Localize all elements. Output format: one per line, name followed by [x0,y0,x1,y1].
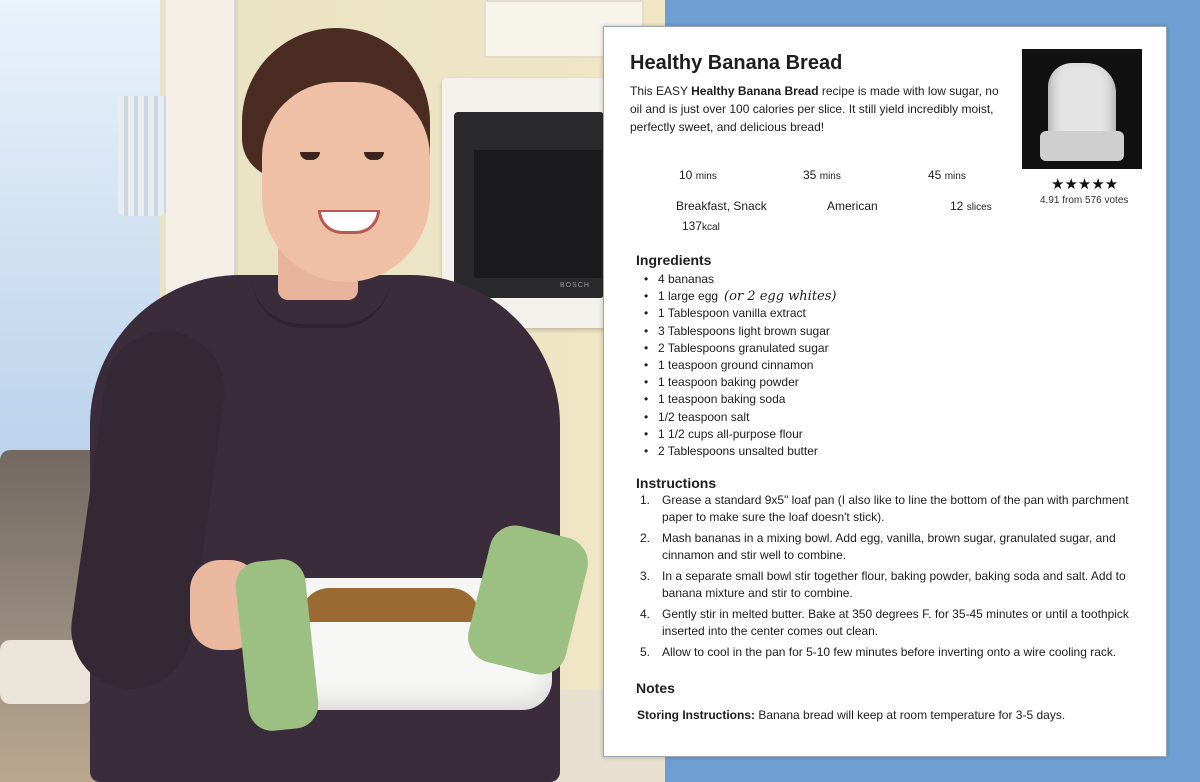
notes-text [637,708,1065,722]
prep-time-unit: mins [695,171,717,182]
ingredient-item [644,305,836,322]
person-face [262,82,430,282]
ingredients-list [644,271,836,460]
instructions-heading: Instructions [636,475,717,491]
banana-bread-loaf [300,588,480,622]
ingredient-text: 1 teaspoon ground cinnamon [658,357,814,372]
ingredient-item [644,271,836,288]
recipe-intro [630,82,1012,136]
microwave-window [474,150,602,278]
total-time [928,168,966,182]
notes-body: Banana bread will keep at room temperature for 3-5 days. [755,708,1066,722]
ingredient-text: 2 Tablespoons unsalted butter [658,443,818,458]
servings [950,199,992,213]
cook-time-value: 35 [803,168,817,182]
ingredient-item [644,357,836,374]
ingredient-text: 1 Tablespoon vanilla extract [658,306,806,321]
instruction-step [640,606,1150,640]
instruction-step [640,492,1150,526]
servings-value: 12 [950,199,964,213]
ingredient-text: 1 large egg [658,289,719,304]
ingredient-text: 1 teaspoon baking soda [658,392,786,407]
total-time-unit: mins [944,171,966,182]
recipe-title: Healthy Banana Bread [630,52,843,74]
calories-unit: kcal [702,222,720,233]
cook-time-unit: mins [819,171,841,182]
handwritten-note: (or 2 egg whites) [724,289,837,305]
step-text: Mash bananas in a mixing bowl. Add egg, vanilla, brown sugar, granulated sugar, and cinnamon and stir well to combine. [662,531,1116,562]
curtain [118,96,166,216]
ingredient-item [644,409,836,426]
thumbnail-pan [1040,131,1124,161]
step-number: 1. [640,493,651,507]
instructions-list [640,492,1150,665]
rating-votes: 4.91 from 576 votes [1040,195,1129,206]
course: Breakfast, Snack [676,199,767,213]
ingredient-item [644,288,836,305]
intro-text-bold: Healthy Banana Bread [691,84,819,98]
ingredient-text: 3 Tablespoons light brown sugar [658,323,830,338]
cook-time [803,168,841,182]
ingredient-item [644,374,836,391]
ingredient-item [644,426,836,443]
ingredient-text: 4 bananas [658,272,715,286]
ingredient-text: 2 Tablespoons granulated sugar [658,340,829,355]
step-text: In a separate small bowl stir together flour, baking powder, baking soda and salt. Add to banana mixture and stir to combine. [662,569,1126,600]
calories [682,219,720,233]
intro-text-start: This EASY [630,84,692,98]
ingredient-item [644,391,836,408]
instruction-step [640,568,1150,602]
ingredients-heading: Ingredients [636,252,712,268]
calories-value: 137 [682,219,703,233]
step-text: Gently stir in melted butter. Bake at 350 degrees F. for 35-45 minutes or until a toothpick inserted into the center comes out clean. [662,607,1129,638]
ingredient-text: 1/2 teaspoon salt [658,409,750,424]
step-number: 5. [640,645,651,659]
step-text: Allow to cool in the pan for 5-10 few minutes before inverting onto a wire cooling rack. [662,645,1117,659]
ingredient-item [644,323,836,340]
step-text: Grease a standard 9x5" loaf pan (I also like to line the bottom of the pan with parchment paper to make sure the loaf doesn't stick). [662,493,1129,524]
step-number: 3. [640,569,651,583]
prep-time-value: 10 [679,168,693,182]
ingredient-item [644,340,836,357]
instruction-step [640,644,1150,661]
step-number: 4. [640,607,651,621]
servings-unit: slices [966,202,992,213]
intro-text-end: recipe is made with low sugar, no oil and is just over 100 calories per slice. It still yield incredibly moist, perfectly sweet, and delicious bread! [630,84,999,134]
ingredient-text: 1 teaspoon baking powder [658,375,799,390]
cuisine: American [827,199,878,213]
microwave-brand: BOSCH [560,282,590,289]
step-number: 2. [640,531,651,545]
total-time-value: 45 [928,168,942,182]
ingredient-text: 1 1/2 cups all-purpose flour [658,426,803,441]
recipe-card [603,26,1167,757]
instruction-step [640,530,1150,564]
recipe-thumbnail [1022,49,1142,169]
ingredient-item [644,443,836,460]
rating-stars[interactable]: ★★★★★ [1051,176,1119,193]
notes-label: Storing Instructions: [637,708,755,722]
prep-time [679,168,717,182]
notes-heading: Notes [636,680,675,696]
